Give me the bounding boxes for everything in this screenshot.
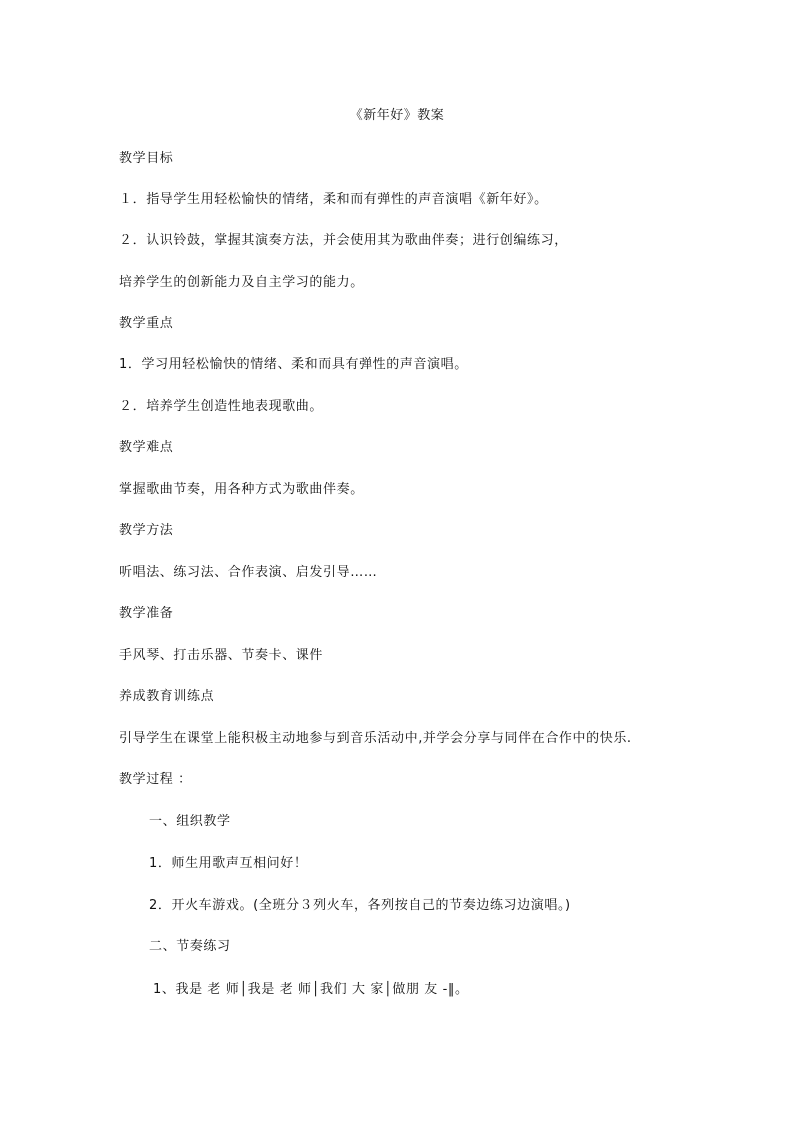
methods-text: 听唱法、练习法、合作表演、启发引导……	[119, 565, 378, 580]
process-step-2: 2．开火车游戏。(全班分３列火车，各列按自己的节奏边练习边演唱。)	[149, 898, 571, 913]
heading-methods: 教学方法	[119, 523, 174, 538]
goal-item-2-continued: 培养学生的创新能力及自主学习的能力。	[119, 275, 364, 290]
key-point-1: 1．学习用轻松愉快的情绪、柔和而具有弹性的声音演唱。	[119, 357, 468, 372]
key-point-2: ２．培养学生创造性地表现歌曲。	[119, 399, 324, 414]
heading-teaching-goals: 教学目标	[119, 151, 174, 166]
heading-training-point: 养成教育训练点	[119, 689, 215, 704]
difficulty-text: 掌握歌曲节奏，用各种方式为歌曲伴奏。	[119, 482, 364, 497]
heading-difficulties: 教学难点	[119, 440, 174, 455]
heading-key-points: 教学重点	[119, 316, 174, 331]
process-section-2: 二、节奏练习	[149, 939, 231, 954]
preparation-text: 手风琴、打击乐器、节奏卡、课件	[119, 648, 324, 663]
heading-preparation: 教学准备	[119, 606, 174, 621]
document-title: 《新年好》教案	[349, 108, 445, 123]
heading-process: 教学过程 ：	[119, 772, 192, 787]
goal-item-1: １．指导学生用轻松愉快的情绪，柔和而有弹性的声音演唱《新年好》。	[119, 192, 548, 207]
rhythm-exercise-1: 1、我是 老 师│我是 老 师│我们 大 家│做朋 友 -‖。	[153, 982, 469, 997]
process-section-1: 一、组织教学	[149, 814, 231, 829]
goal-item-2: ２．认识铃鼓，掌握其演奏方法，并会使用其为歌曲伴奏；进行创编练习，	[119, 233, 568, 248]
process-step-1: 1．师生用歌声互相问好！	[149, 856, 308, 871]
training-point-text: 引导学生在课堂上能积极主动地参与到音乐活动中,并学会分享与同伴在合作中的快乐.	[119, 731, 632, 746]
